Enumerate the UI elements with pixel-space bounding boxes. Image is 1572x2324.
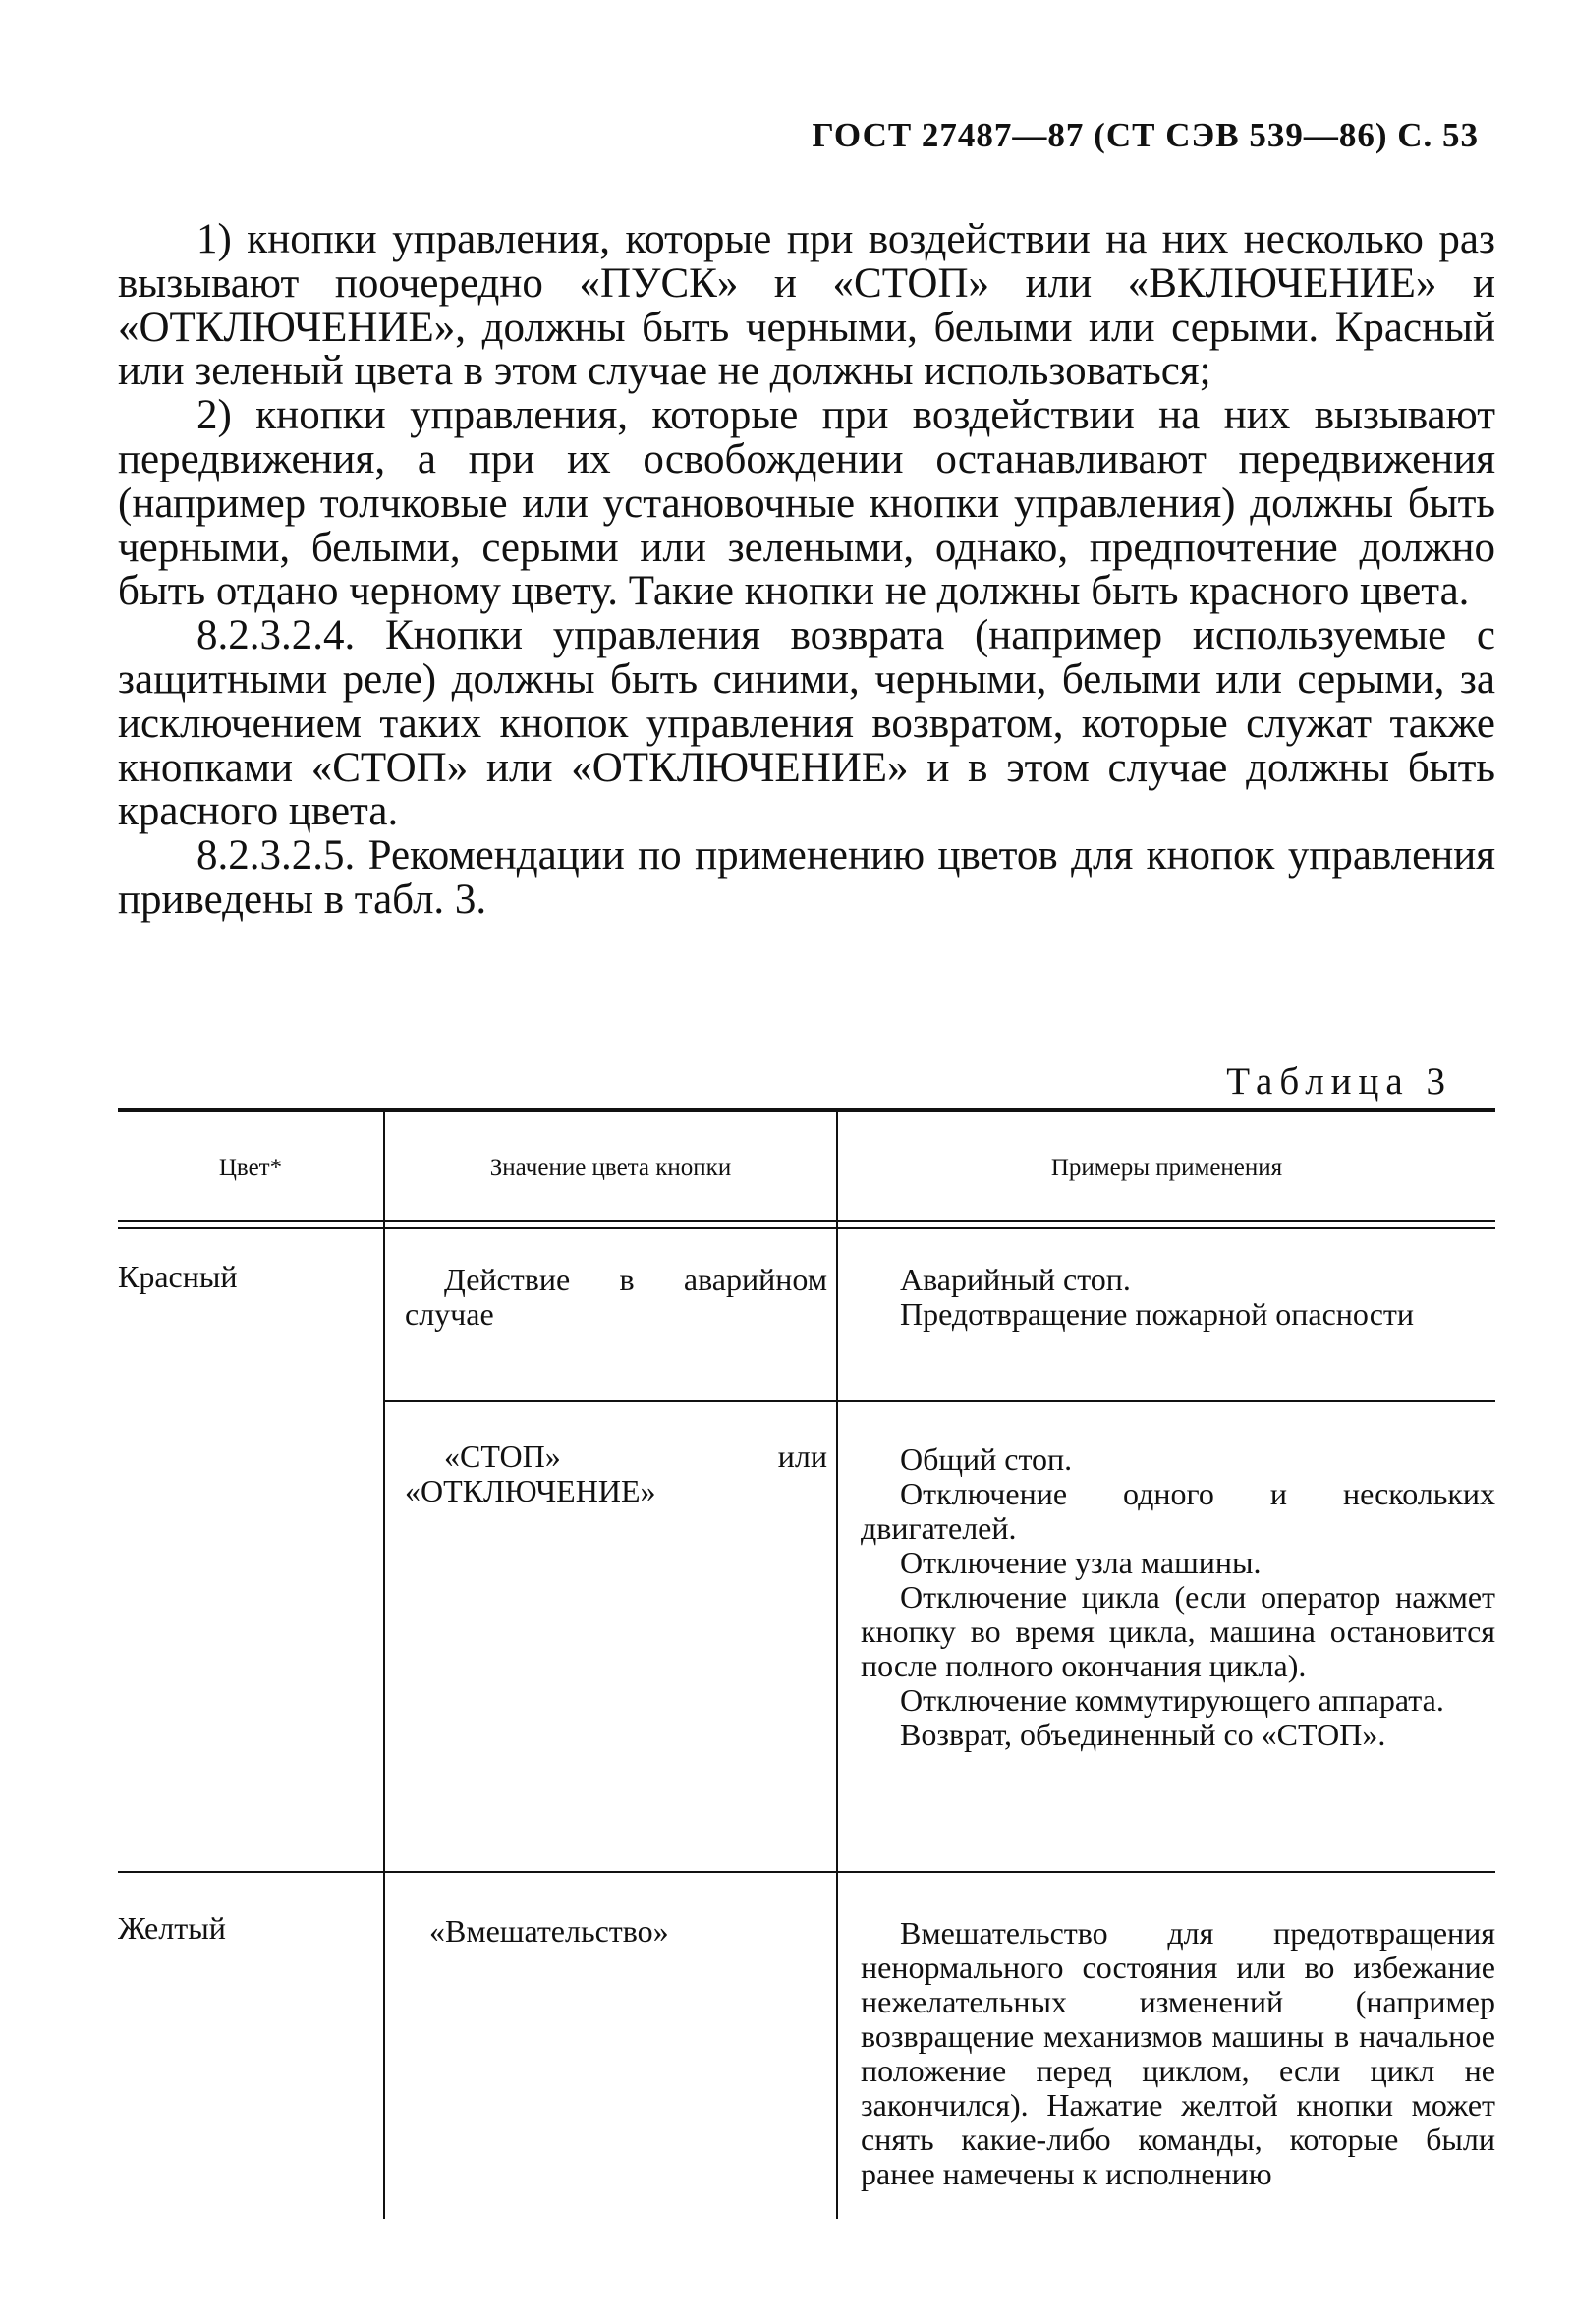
paragraph: 1) кнопки управления, которые при воздействии на них несколько раз вызывают поочередно «ПУСК» и «СТОП» или «ВКЛЮЧЕНИЕ» и «ОТКЛЮЧЕНИЕ», должны быть черными, белыми или серыми. Красный или зеленый цвета в этом случае не должны использоваться; xyxy=(118,216,1495,395)
table-cell-examples xyxy=(861,1263,1495,1332)
row-divider xyxy=(118,1871,1495,1873)
table-cell-examples xyxy=(861,1443,1495,1752)
cell-text: Действие в аварийном случае xyxy=(405,1262,827,1332)
row-divider xyxy=(383,1400,1495,1402)
paragraph: 8.2.3.2.5. Рекомендации по применению цветов для кнопок управления приведены в табл. 3. xyxy=(118,832,1495,923)
column-divider xyxy=(836,1108,838,2219)
table-header-rule xyxy=(118,1227,1495,1229)
example-item: Возврат, объединенный со «СТОП». xyxy=(900,1717,1386,1752)
table-cell-color: Желтый xyxy=(118,1910,226,1946)
table-cell-color: Красный xyxy=(118,1259,238,1294)
table-caption: Таблица 3 xyxy=(1226,1060,1452,1103)
table-header-rule xyxy=(118,1220,1495,1222)
paragraph: 2) кнопки управления, которые при воздействии на них вызывают передвижения, а при их освобождении останавливают передвижения (например толчковые или установочные кнопки управления) должны быть черными, белыми, серыми или зелеными, однако, предпочтение должно быть отдано черному цвету. Такие кнопки не должны быть красного цвета. xyxy=(118,392,1495,615)
table-cell-meaning xyxy=(405,1440,827,1508)
example-item: Общий стоп. xyxy=(900,1442,1073,1477)
cell-text: «СТОП» или «ОТКЛЮЧЕНИЕ» xyxy=(405,1439,827,1508)
example-item: Отключение цикла (если оператор нажмет кнопку во время цикла, машина остановится после полного окончания цикла). xyxy=(861,1579,1495,1683)
page-header: ГОСТ 27487—87 (СТ СЭВ 539—86) С. 53 xyxy=(812,116,1479,154)
example-item: Отключение узла машины. xyxy=(900,1545,1262,1580)
paragraph: 8.2.3.2.4. Кнопки управления возврата (например используемые с защитными реле) должны быть синими, черными, белыми или серыми, за исключением таких кнопок управления возвратом, которые служат также кнопками «СТОП» или «ОТКЛЮЧЕНИЕ» и в этом случае должны быть красного цвета. xyxy=(118,612,1495,835)
table-header-examples: Примеры применения xyxy=(1050,1155,1283,1181)
cell-text: «Вмешательство» xyxy=(429,1913,669,1949)
example-item: Аварийный стоп. xyxy=(900,1262,1131,1297)
example-item: Отключение одного и нескольких двигателей. xyxy=(861,1476,1495,1546)
table-header-meaning: Значение цвета кнопки xyxy=(489,1155,732,1181)
body-text xyxy=(118,218,1495,923)
example-item: Отключение коммутирующего аппарата. xyxy=(900,1682,1444,1718)
table-cell-examples xyxy=(861,1916,1495,2191)
column-divider xyxy=(383,1108,385,2219)
example-item: Предотвращение пожарной опасности xyxy=(900,1296,1414,1332)
example-item: Вмешательство для предотвращения ненормального состояния или во избежание нежелательных изменений (например возвращение механизмов машины в начальное положение перед циклом, если цикл не закончился). Нажатие желтой кнопки может снять какие-либо команды, которые были ранее намечены к исполнению xyxy=(861,1915,1495,2191)
table-header-color: Цвет* xyxy=(218,1155,283,1181)
table-top-rule xyxy=(118,1108,1495,1112)
table-cell-meaning xyxy=(405,1914,852,1949)
table-cell-meaning xyxy=(405,1263,827,1332)
